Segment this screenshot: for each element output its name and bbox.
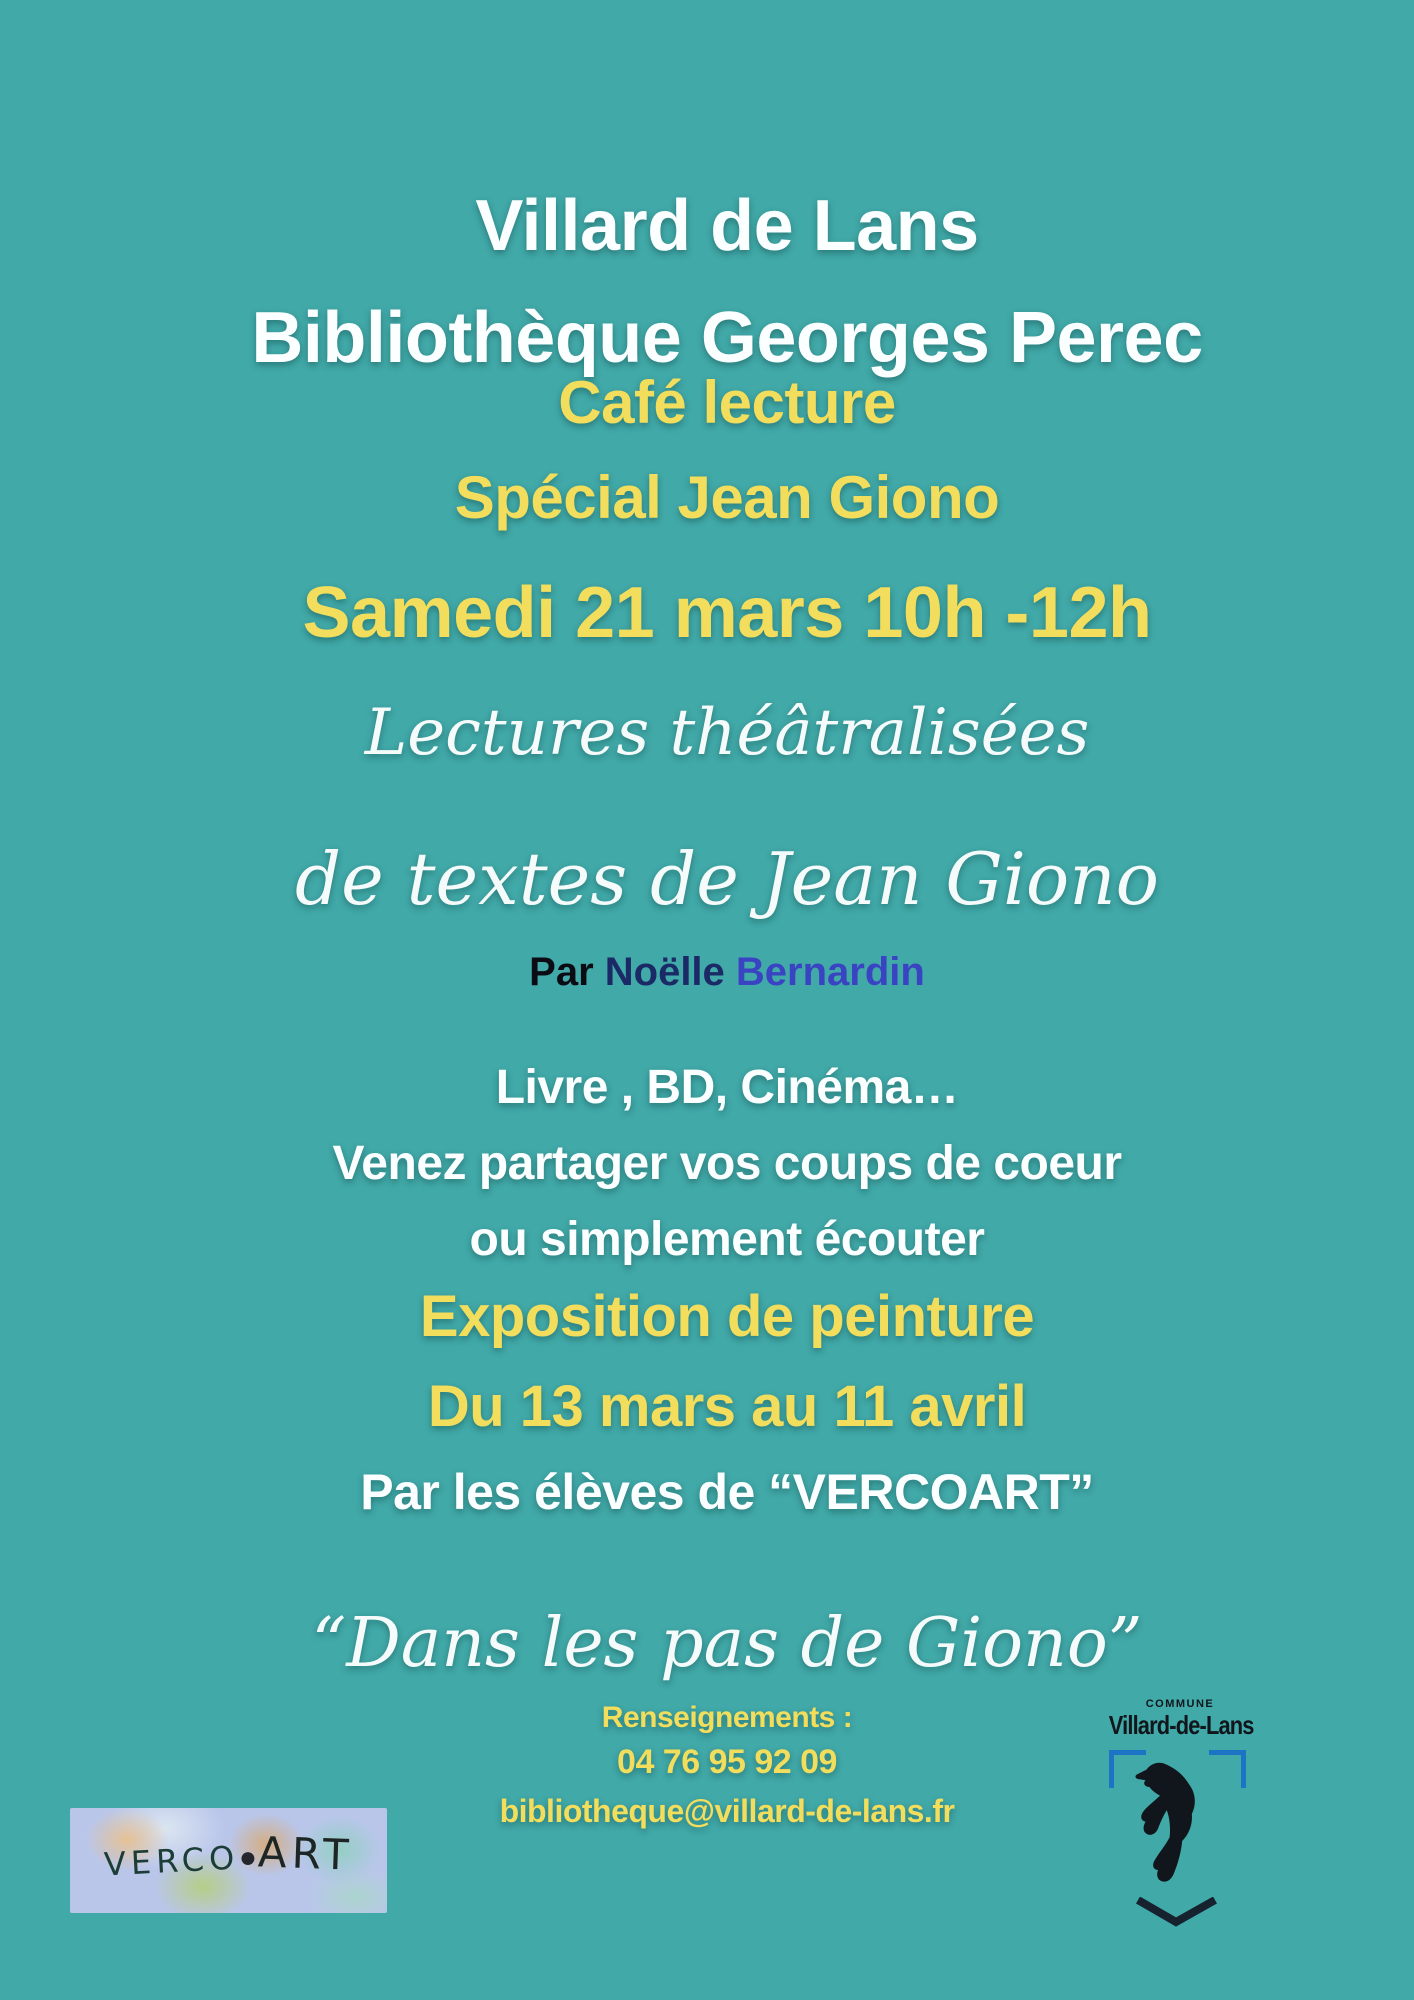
vercoart-logo [70,1808,387,1913]
description-line3: ou simplement écouter [469,1213,985,1266]
town-name: Villard de Lans [475,186,979,267]
event-datetime: Samedi 21 mars 10h -12h [302,573,1152,653]
event-description [40,1050,1414,1278]
event-title [40,355,1414,545]
contact-label: Renseignements : [601,1701,853,1734]
bear-icon [1130,1760,1217,1895]
event-script-line2: de textes de Jean Giono [295,837,1159,921]
exhibition-artists: Par les élèves de “VERCOART” [360,1464,1094,1520]
performer-line [40,948,1414,996]
exhibition-dates: Du 13 mars au 11 avril [427,1374,1027,1439]
vercoart-logo-text-right: ART [257,1827,355,1880]
commune-logo [1095,1698,1265,1938]
vercoart-logo-text-left: VERCO [102,1837,240,1884]
description-line1: Livre , BD, Cinéma… [495,1061,959,1114]
exhibition-title: Exposition de peinture [419,1284,1035,1349]
exhibition-quote: “Dans les pas de Giono” [311,1604,1143,1683]
contact-email: bibliotheque@villard-de-lans.fr [499,1793,955,1829]
event-title-line1: Café lecture [558,369,896,436]
event-script-line1: Lectures théâtralisées [364,696,1090,770]
event-title-line2: Spécial Jean Giono [454,464,1000,531]
commune-label: COMMUNE [1145,1698,1215,1710]
vercoart-dot-icon: ● [238,1840,257,1874]
performer-firstname: Noëlle [604,950,736,994]
performer-lastname: Bernardin [735,950,925,994]
library-name: Bibliothèque Georges Perec [251,298,1203,379]
contact-phone: 04 76 95 92 09 [617,1743,837,1781]
performer-prefix: Par [529,950,605,994]
commune-name: Villard-de-Lans [1108,1710,1254,1740]
exhibition-info [40,1272,1414,1452]
description-line2: Venez partager vos coups de coeur [332,1137,1122,1190]
chevron-icon [1135,1897,1218,1927]
